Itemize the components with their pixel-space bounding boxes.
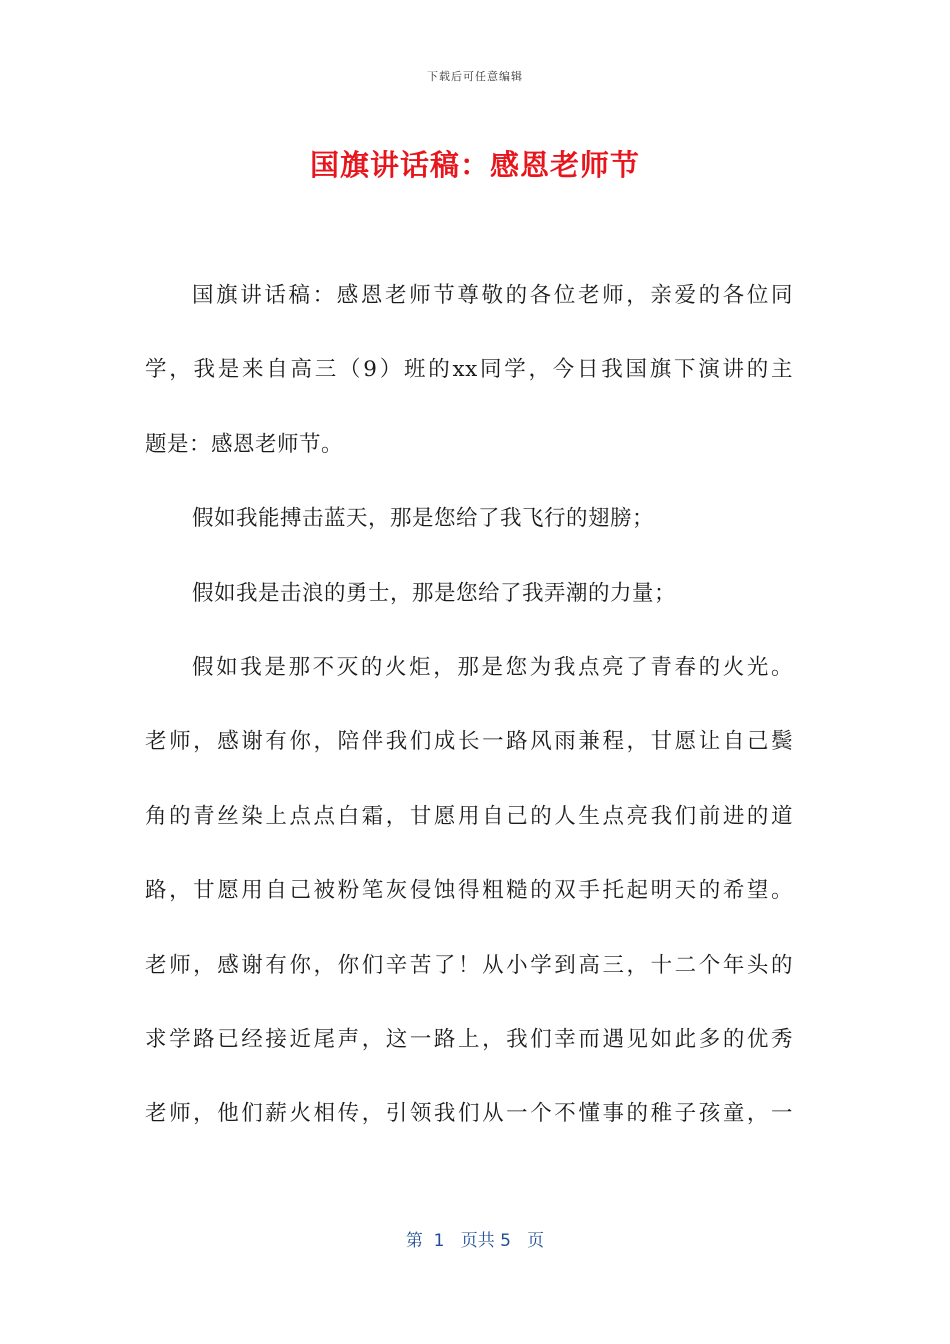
- text-line: 假如我能搏击蓝天，那是您给了我飞行的翅膀；: [192, 506, 655, 532]
- document-title: 国旗讲话稿：感恩老师节: [309, 148, 640, 182]
- page-number-footer: 第 1 页共 5 页: [405, 1231, 545, 1251]
- text-line: 学，我是来自高三（9）班的xx同学，今日我国旗下演讲的主: [145, 357, 793, 383]
- text-line: 假如我是那不灭的火炬，那是您为我点亮了青春的火光。: [192, 654, 793, 680]
- text-line: 角的青丝染上点点白霜，甘愿用自己的人生点亮我们前进的道: [145, 803, 793, 829]
- text-line: 路，甘愿用自己被粉笔灰侵蚀得粗糙的双手托起明天的希望。: [145, 878, 793, 904]
- header-note: 下载后可任意编辑: [427, 70, 523, 83]
- text-line: 题是：感恩老师节。: [145, 431, 344, 457]
- text-line: 老师，感谢有你，陪伴我们成长一路风雨兼程，甘愿让自己鬓: [145, 729, 793, 755]
- text-line: 求学路已经接近尾声，这一路上，我们幸而遇见如此多的优秀: [145, 1026, 793, 1052]
- text-line: 老师，他们薪火相传，引领我们从一个不懂事的稚子孩童，一: [145, 1101, 793, 1127]
- text-line: 假如我是击浪的勇士，那是您给了我弄潮的力量；: [192, 580, 677, 606]
- text-line: 老师，感谢有你，你们辛苦了！从小学到高三，十二个年头的: [145, 952, 793, 978]
- document-body: [145, 270, 793, 1163]
- text-line: 国旗讲话稿：感恩老师节尊敬的各位老师，亲爱的各位同: [192, 283, 793, 308]
